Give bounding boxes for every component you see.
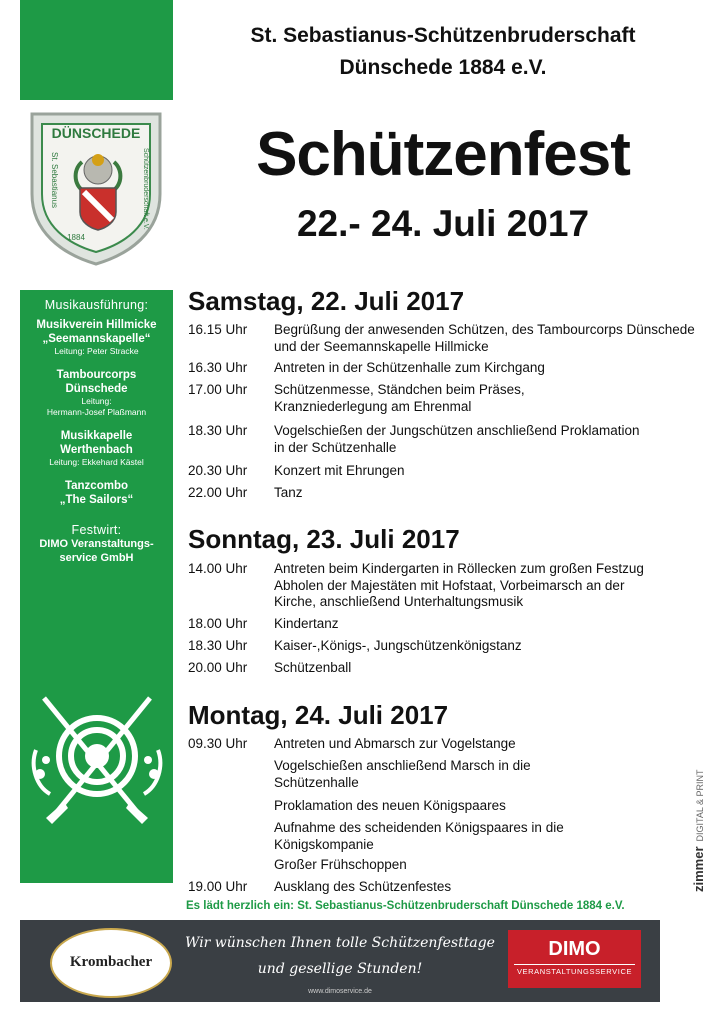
crest-side-right-text: Schützenbruderschaft e.V. bbox=[142, 148, 149, 230]
crest-bottom-text: 1884 bbox=[67, 233, 85, 242]
host-line: DIMO Veranstaltungs- bbox=[39, 538, 154, 550]
invitation-line: Es lädt herzlich ein: St. Sebastianus-Schützenbruderschaft Dünschede 1884 e.V. bbox=[186, 900, 625, 912]
banner-url: www.dimoservice.de bbox=[308, 988, 372, 995]
dimo-logo: DIMO VERANSTALTUNGSSERVICE bbox=[508, 930, 641, 988]
day-heading: Sonntag, 23. Juli 2017 bbox=[188, 524, 460, 554]
header-green-block bbox=[20, 0, 173, 100]
sponsor-banner bbox=[20, 920, 660, 1002]
host-header: Festwirt: bbox=[71, 523, 122, 537]
page-title: Schützenfest bbox=[256, 120, 630, 189]
banner-message: Wir wünschen Ihnen tolle Schützenfesttage und gesellige Stunden! bbox=[185, 935, 495, 977]
day-heading: Samstag, 22. Juli 2017 bbox=[188, 286, 465, 316]
band-item: Musikverein Hillmicke „Seemannskapelle“ Leitung: Peter Stracke bbox=[36, 319, 157, 356]
printer-credit bbox=[683, 720, 713, 900]
band-item: Musikkapelle Werthenbach Leitung: Ekkehard Kästel bbox=[49, 430, 144, 467]
brotherhood-crest bbox=[26, 108, 166, 268]
printer-brand: zimmer bbox=[691, 846, 706, 892]
music-header: Musikausführung: bbox=[44, 298, 149, 312]
svg-text:zimmerDIGITAL & PRINT bbox=[691, 769, 706, 892]
organization-name: St. Sebastianus-Schützenbruderschaft Dünschede 1884 e.V. bbox=[250, 24, 636, 79]
crest-side-left-text: St. Sebastianus bbox=[50, 152, 59, 209]
band-item: Tambourcorps Dünschede Leitung: Hermann-Josef Plaßmann bbox=[46, 369, 147, 417]
printer-tag: DIGITAL & PRINT bbox=[695, 769, 705, 842]
crossed-rifles-target-icon bbox=[30, 690, 164, 830]
crest-top-text: DÜNSCHEDE bbox=[51, 125, 141, 141]
host-line: service GmbH bbox=[59, 552, 134, 564]
band-item: Tanzcombo „The Sailors“ bbox=[59, 480, 134, 506]
festival-dates: 22.- 24. Juli 2017 bbox=[296, 203, 590, 244]
krombacher-logo: Krombacher bbox=[50, 928, 172, 998]
day-heading: Montag, 24. Juli 2017 bbox=[188, 700, 449, 730]
